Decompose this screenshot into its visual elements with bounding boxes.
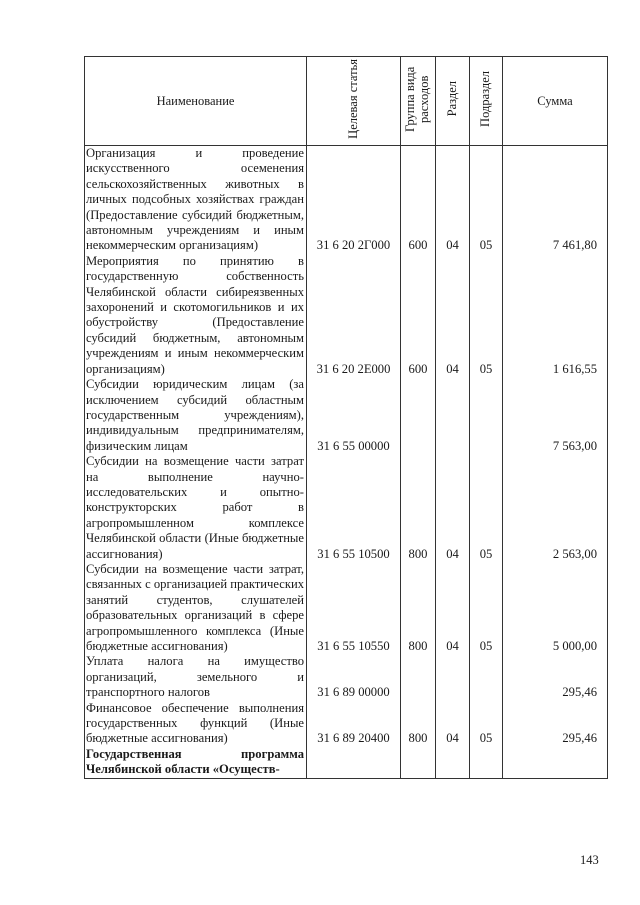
row-group-cell: 600 xyxy=(401,254,436,377)
header-section: Раздел xyxy=(436,57,470,146)
row-target-code-cell: 31 6 20 2Е000 xyxy=(307,254,401,377)
row-target-code-cell: 31 6 89 00000 xyxy=(307,654,401,700)
row-name-cell: Мероприятия по принятию в государственную собственность Челябинской области сибиреязвенных захоронений и скотомогильников и их обустройству (Предоставление субсидий бюджетным, автономным учреждениям и иным некоммерческим организациям) xyxy=(85,254,307,377)
row-group-cell xyxy=(401,747,436,778)
row-name-cell: Организация и проведение искусственного осеменения сельскохозяйственных животных в личных подсобных хозяйствах граждан (Предоставление субсидий бюджетным, автономным учреждениям и иным некоммерческим организациям) xyxy=(85,146,307,254)
row-name-cell: Уплата налога на имущество организаций, земельного и транспортного налогов xyxy=(85,654,307,700)
table-row xyxy=(85,747,608,778)
row-section-cell xyxy=(436,654,470,700)
row-group-cell: 800 xyxy=(401,562,436,654)
table-row xyxy=(85,654,608,700)
row-subsection-cell xyxy=(470,377,503,454)
row-subsection-cell: 05 xyxy=(470,254,503,377)
row-name-cell: Финансовое обеспечение выполнения государственных функций (Иные бюджетные ассигнования) xyxy=(85,701,307,747)
budget-table xyxy=(84,56,608,779)
row-sum-cell: 5 000,00 xyxy=(503,562,608,654)
table-row xyxy=(85,701,608,747)
table-row xyxy=(85,146,608,254)
row-group-cell xyxy=(401,654,436,700)
table-header-row xyxy=(85,57,608,146)
row-sum-cell: 2 563,00 xyxy=(503,454,608,562)
row-sum-cell: 7 563,00 xyxy=(503,377,608,454)
row-sum-cell: 7 461,80 xyxy=(503,146,608,254)
table-row xyxy=(85,377,608,454)
row-sum-cell: 295,46 xyxy=(503,654,608,700)
row-sum-cell: 1 616,55 xyxy=(503,254,608,377)
row-name-cell: Субсидии на возмещение части затрат, связанных с организацией практических занятий студентов, слушателей образовательных организаций в сфере агропромышленного комплекса (Иные бюджетные ассигнования) xyxy=(85,562,307,654)
header-subsection: Подраздел xyxy=(470,57,503,146)
row-section-cell: 04 xyxy=(436,146,470,254)
row-group-cell xyxy=(401,377,436,454)
row-section-cell: 04 xyxy=(436,254,470,377)
row-sum-cell xyxy=(503,747,608,778)
row-subsection-cell xyxy=(470,747,503,778)
table-row xyxy=(85,254,608,377)
row-name-cell: Субсидии на возмещение части затрат на выполнение научно-исследовательских и опытно-конструкторских работ в агропромышленном комплексе Челябинской области (Иные бюджетные ассигнования) xyxy=(85,454,307,562)
header-target: Целевая статья xyxy=(307,57,401,146)
row-section-cell: 04 xyxy=(436,562,470,654)
header-sum: Сумма xyxy=(503,57,608,146)
row-group-cell: 800 xyxy=(401,701,436,747)
header-name: Наименование xyxy=(85,57,307,146)
row-subsection-cell: 05 xyxy=(470,454,503,562)
row-group-cell: 800 xyxy=(401,454,436,562)
row-subsection-cell xyxy=(470,654,503,700)
row-sum-cell: 295,46 xyxy=(503,701,608,747)
row-subsection-cell: 05 xyxy=(470,701,503,747)
row-group-cell: 600 xyxy=(401,146,436,254)
table-row xyxy=(85,562,608,654)
row-section-cell xyxy=(436,377,470,454)
row-target-code-cell xyxy=(307,747,401,778)
page-number: 143 xyxy=(580,853,599,867)
row-section-cell: 04 xyxy=(436,701,470,747)
row-name-cell: Субсидии юридическим лицам (за исключением субсидий областным государственным учреждениям), индивидуальным предпринимателям, физическим лицам xyxy=(85,377,307,454)
row-target-code-cell: 31 6 55 10550 xyxy=(307,562,401,654)
row-subsection-cell: 05 xyxy=(470,562,503,654)
row-target-code-cell: 31 6 55 10500 xyxy=(307,454,401,562)
table-row xyxy=(85,454,608,562)
row-subsection-cell: 05 xyxy=(470,146,503,254)
row-section-cell: 04 xyxy=(436,454,470,562)
row-name-cell: Государственная программа Челябинской области «Осуществ- xyxy=(85,747,307,778)
row-section-cell xyxy=(436,747,470,778)
header-group: Группа вида расходов xyxy=(401,57,436,146)
row-target-code-cell: 31 6 55 00000 xyxy=(307,377,401,454)
row-target-code-cell: 31 6 89 20400 xyxy=(307,701,401,747)
row-target-code-cell: 31 6 20 2Г000 xyxy=(307,146,401,254)
budget-table-container xyxy=(84,56,607,779)
